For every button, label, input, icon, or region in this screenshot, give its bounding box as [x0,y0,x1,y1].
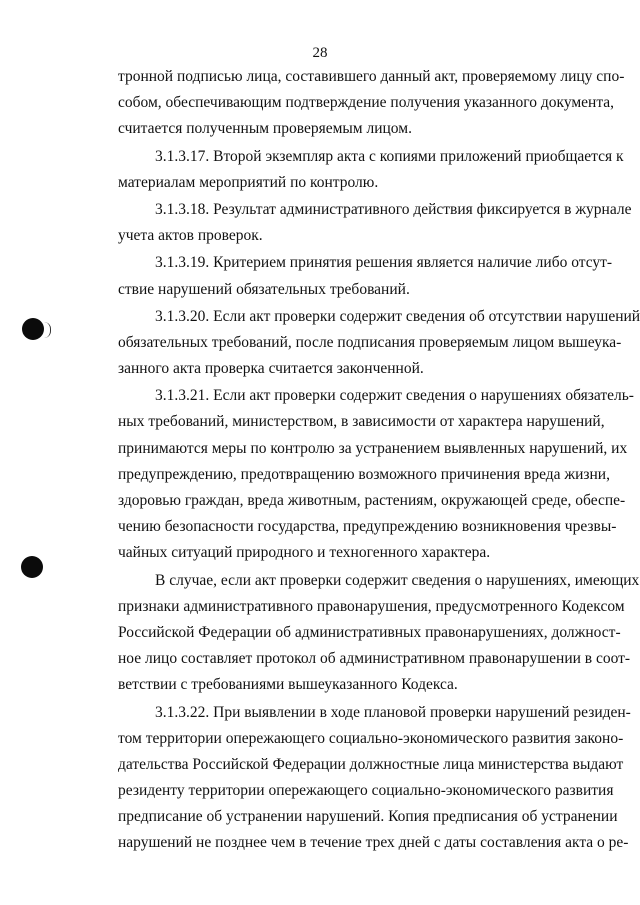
text-line: предупреждению, предотвращению возможного причинения вреда жизни, [118,465,610,483]
paragraph [118,250,613,302]
paragraph [118,700,631,857]
text-line: признаки административного правонарушения, предусмотренного Кодексом [118,597,625,615]
text-line: собом, обеспечивающим подтверждение получения указанного документа, [118,94,615,112]
text-line: 3.1.3.18. Результат административного действия фиксируется в журнале [155,200,632,218]
text-line: 3.1.3.19. Критерием принятия решения является наличие либо отсут- [155,254,613,272]
text-line: ветствии с требованиями вышеуказанного Кодекса. [118,676,458,694]
text-line: Российской Федерации об административных правонарушениях, должност- [118,623,621,641]
text-line: том территории опережающего социально-экономического развития законо- [118,729,624,747]
binder-hole [22,318,44,340]
text-line: резиденту территории опережающего социально-экономического развития [118,782,614,800]
page-number: 28 [312,45,328,61]
text-line: обязательных требований, после подписания проверяемым лицом вышеука- [118,333,622,351]
binder-hole [21,556,43,578]
paragraph [118,64,625,143]
text-line: принимаются меры по контролю за устранением выявленных нарушений, их [118,439,628,457]
text-line: 3.1.3.21. Если акт проверки содержит сведения о нарушениях обязатель- [155,387,634,405]
text-line: чению безопасности государства, предупреждению возникновения чрезвы- [118,518,617,536]
text-line: ное лицо составляет протокол об административном правонарушении в соот- [118,650,631,668]
paragraph [118,568,640,699]
text-line: дательства Российской Федерации должностные лица министерства выдают [118,755,624,773]
text-line: 3.1.3.17. Второй экземпляр акта с копиями приложений приобщается к [155,147,624,165]
paragraph [118,197,632,249]
text-line: чайных ситуаций природного и техногенного характера. [118,544,491,562]
text-line: 3.1.3.22. При выявлении в ходе плановой проверки нарушений резиден- [155,703,631,721]
text-line: ствие нарушений обязательных требований. [118,280,410,298]
text-line: учета актов проверок. [118,227,263,245]
text-line: здоровью граждан, вреда животным, растениям, окружающей среде, обеспе- [118,492,626,509]
text-line: тронной подписью лица, составившего данный акт, проверяемому лицу спо- [118,68,625,85]
text-line: занного акта проверка считается законченной. [118,360,424,378]
text-line: ных требований, министерством, в зависимости от характера нарушений, [118,413,605,431]
text-line: нарушений не позднее чем в течение трех дней с даты составления акта о ре- [118,834,629,852]
text-line: предписание об устранении нарушений. Копия предписания об устранении [118,808,618,826]
text-line: 3.1.3.20. Если акт проверки содержит сведения об отсутствии нарушений [155,307,640,325]
text-line: материалам мероприятий по контролю. [118,173,379,191]
paragraph [118,383,634,566]
document-body [118,64,640,858]
text-line: В случае, если акт проверки содержит сведения о нарушениях, имеющих [155,571,640,589]
pen-mark [44,322,51,338]
text-line: считается полученным проверяемым лицом. [118,120,412,138]
paragraph [118,304,640,383]
paragraph [118,144,624,196]
